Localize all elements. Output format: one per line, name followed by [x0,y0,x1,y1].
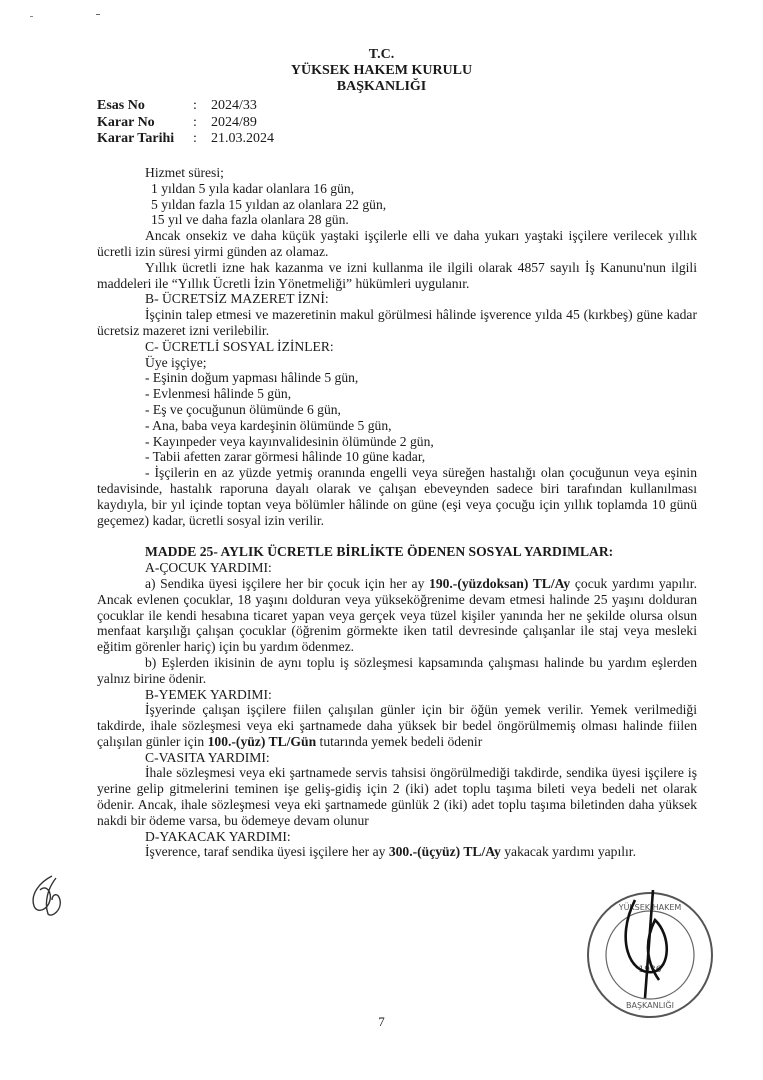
meta-colon: : [193,131,197,146]
header-line-1: T.C. [368,47,395,62]
handwritten-initial [22,870,82,920]
paragraph [97,702,697,749]
section-title: D-YAKACAK YARDIMI: [145,828,291,844]
bold-amount: 300.-(üçyüz) TL/Ay [388,844,501,860]
meta-row-tarih [97,131,274,148]
header-line-3: BAŞKANLIĞI [336,79,427,94]
list-item: - İşçilerin en az yüzde yetmiş oranında engelli veya süreğen hastalığı olan çocuğunun veya eşinin tedavisinde, hastalık raporuna dayalı olarak ve çalışan ebeveynden sadece biri tarafından kullanılması kaydıyla, bir yıl içinde toptan veya bölümler hâlinde on güne (eşi veya çocuğu için yıllık toplamda 10 günü geçemez) kadar, ücretli sosyal izin verilir. [97,465,697,528]
section-title: C- ÜCRETLİ SOSYAL İZİNLER: [145,338,334,354]
text-run: yakacak yardımı yapılır. [500,844,636,860]
meta-colon: : [193,98,197,113]
section-title: B- ÜCRETSİZ MAZERET İZNİ: [145,291,329,307]
list-item: - Evlenmesi hâlinde 5 gün, [145,386,292,402]
meta-value: 2024/89 [211,114,257,130]
paragraph: Yıllık ücretli izne hak kazanma ve izni kullanma ile ilgili olarak 4857 sayılı İş Kanunu'nun ilgili maddeleri ile “Yıllık Ücretli İzin Yönetmeliği” hükümleri uygulanır. [97,259,697,291]
section-title: A-ÇOCUK YARDIMI: [145,560,272,576]
svg-text:BAŞKANLIĞI: BAŞKANLIĞI [626,1001,674,1010]
meta-value: 2024/33 [211,98,257,113]
text-run: a) Sendika üyesi işçilere her bir çocuk için her ay [145,575,430,591]
list-item: - Ana, baba veya kardeşinin ölümünde 5 gün, [145,417,392,433]
paragraph: b) Eşlerden ikisinin de aynı toplu iş sözleşmesi kapsamında çalışması halinde bu yardım eşlerden yalnız birine ödenir. [97,654,697,686]
meta-label: Karar Tarihi [97,131,175,146]
official-seal-stamp [575,880,725,1030]
svg-text:YÜKSEK HAKEM: YÜKSEK HAKEM [618,903,682,912]
list-item: - Eş ve çocuğunun ölümünde 6 gün, [145,401,341,417]
bold-amount: 190.-(yüzdoksan) TL/Ay [429,575,571,591]
document-header [0,47,763,95]
list-item: - Kayınpeder veya kayınvalidesinin ölümünde 2 gün, [145,433,434,449]
meta-label: Karar No [97,114,155,130]
list-item: - Tabii afetten zarar görmesi hâlinde 10 güne kadar, [145,449,426,465]
scan-mark [30,16,33,17]
header-line-2: YÜKSEK HAKEM KURULU [290,63,473,78]
hizmet-heading: Hizmet süresi; [145,165,224,180]
paragraph [97,576,697,655]
text-run: çocuk yardımı yapılır. Ancak evlenen çocuklar, 18 yaşını dolduran veya yükseköğrenime devam etmesi halinde 25 yaşını dolduran çocuklar ile kendi hesabına ticaret yapan veya gerçek veya tüzel kişiler yanında her ne şekilde olursa olsun menfaat karşılığı çalışan çocuklar (öğrenim görmekte iken tatil devresinde çalışanlar ile staj veya mesleki eğitim görenler hariç) için bu yardım ödenmez. [97,575,697,655]
section-title: C-VASITA YARDIMI: [145,749,270,765]
case-metadata [97,98,274,148]
meta-label: Esas No [97,98,145,113]
scan-mark [96,14,100,15]
bold-amount: 100.-(yüz) TL/Gün [207,733,317,749]
meta-value: 21.03.2024 [211,131,274,146]
text-run: İşverence, taraf sendika üyesi işçilere her ay [145,844,389,860]
text-run: İşyerinde çalışan işçilere fiilen çalışılan günler için bir öğün yemek verilir. Yemek verilmediği takdirde, ihale sözleşmesi veya eki şartnamede daha yüksek bir bedel öngörülmemiş olması halinde fiilen çalışılan günler için [97,702,697,749]
paragraph: İhale sözleşmesi veya eki şartnamede servis tahsisi öngörülmediği takdirde, sendika üyesi işçilere iş yerine gelip gitmelerini teminen işe geliş-gidiş için 2 (iki) adet toplu taşıma bileti veya bedeli net olarak ödenir. Ancak, ihale sözleşmesi veya eki şartnamede günlük 2 (iki) adet toplu taşıma biletinden daha yüksek nakdi bir ödeme varsa, bu ödemeye devam olunur [97,765,697,828]
page-number: 7 [378,1014,385,1029]
meta-row-karar [97,115,274,132]
paragraph: Ancak onsekiz ve daha küçük yaştaki işçilerle elli ve daha yukarı yaştaki işçilere verilecek yıllık ücretli izin süresi yirmi günden az olamaz. [97,228,697,259]
hizmet-item: 5 yıldan fazla 15 yıldan az olanlara 22 gün, [151,196,387,212]
article-title: MADDE 25- AYLIK ÜCRETLE BİRLİKTE ÖDENEN SOSYAL YARDIMLAR: [145,544,614,560]
document-body [97,165,697,860]
meta-row-esas [97,98,274,115]
svg-text:1936: 1936 [638,965,662,975]
meta-colon: : [193,114,197,130]
list-item: - Eşinin doğum yapması hâlinde 5 gün, [145,370,359,386]
section-title: B-YEMEK YARDIMI: [145,686,272,702]
paragraph: Üye işçiye; [145,354,207,370]
hizmet-item: 1 yıldan 5 yıla kadar olanlara 16 gün, [151,180,355,196]
paragraph [97,844,697,860]
hizmet-item: 15 yıl ve daha fazla olanlara 28 gün. [151,212,349,228]
text-run: tutarında yemek bedeli ödenir [316,733,483,749]
paragraph: İşçinin talep etmesi ve mazeretinin makul görülmesi hâlinde işverence yılda 45 (kırkbeş) güne kadar ücretsiz mazeret izni verilebilir. [97,307,697,338]
